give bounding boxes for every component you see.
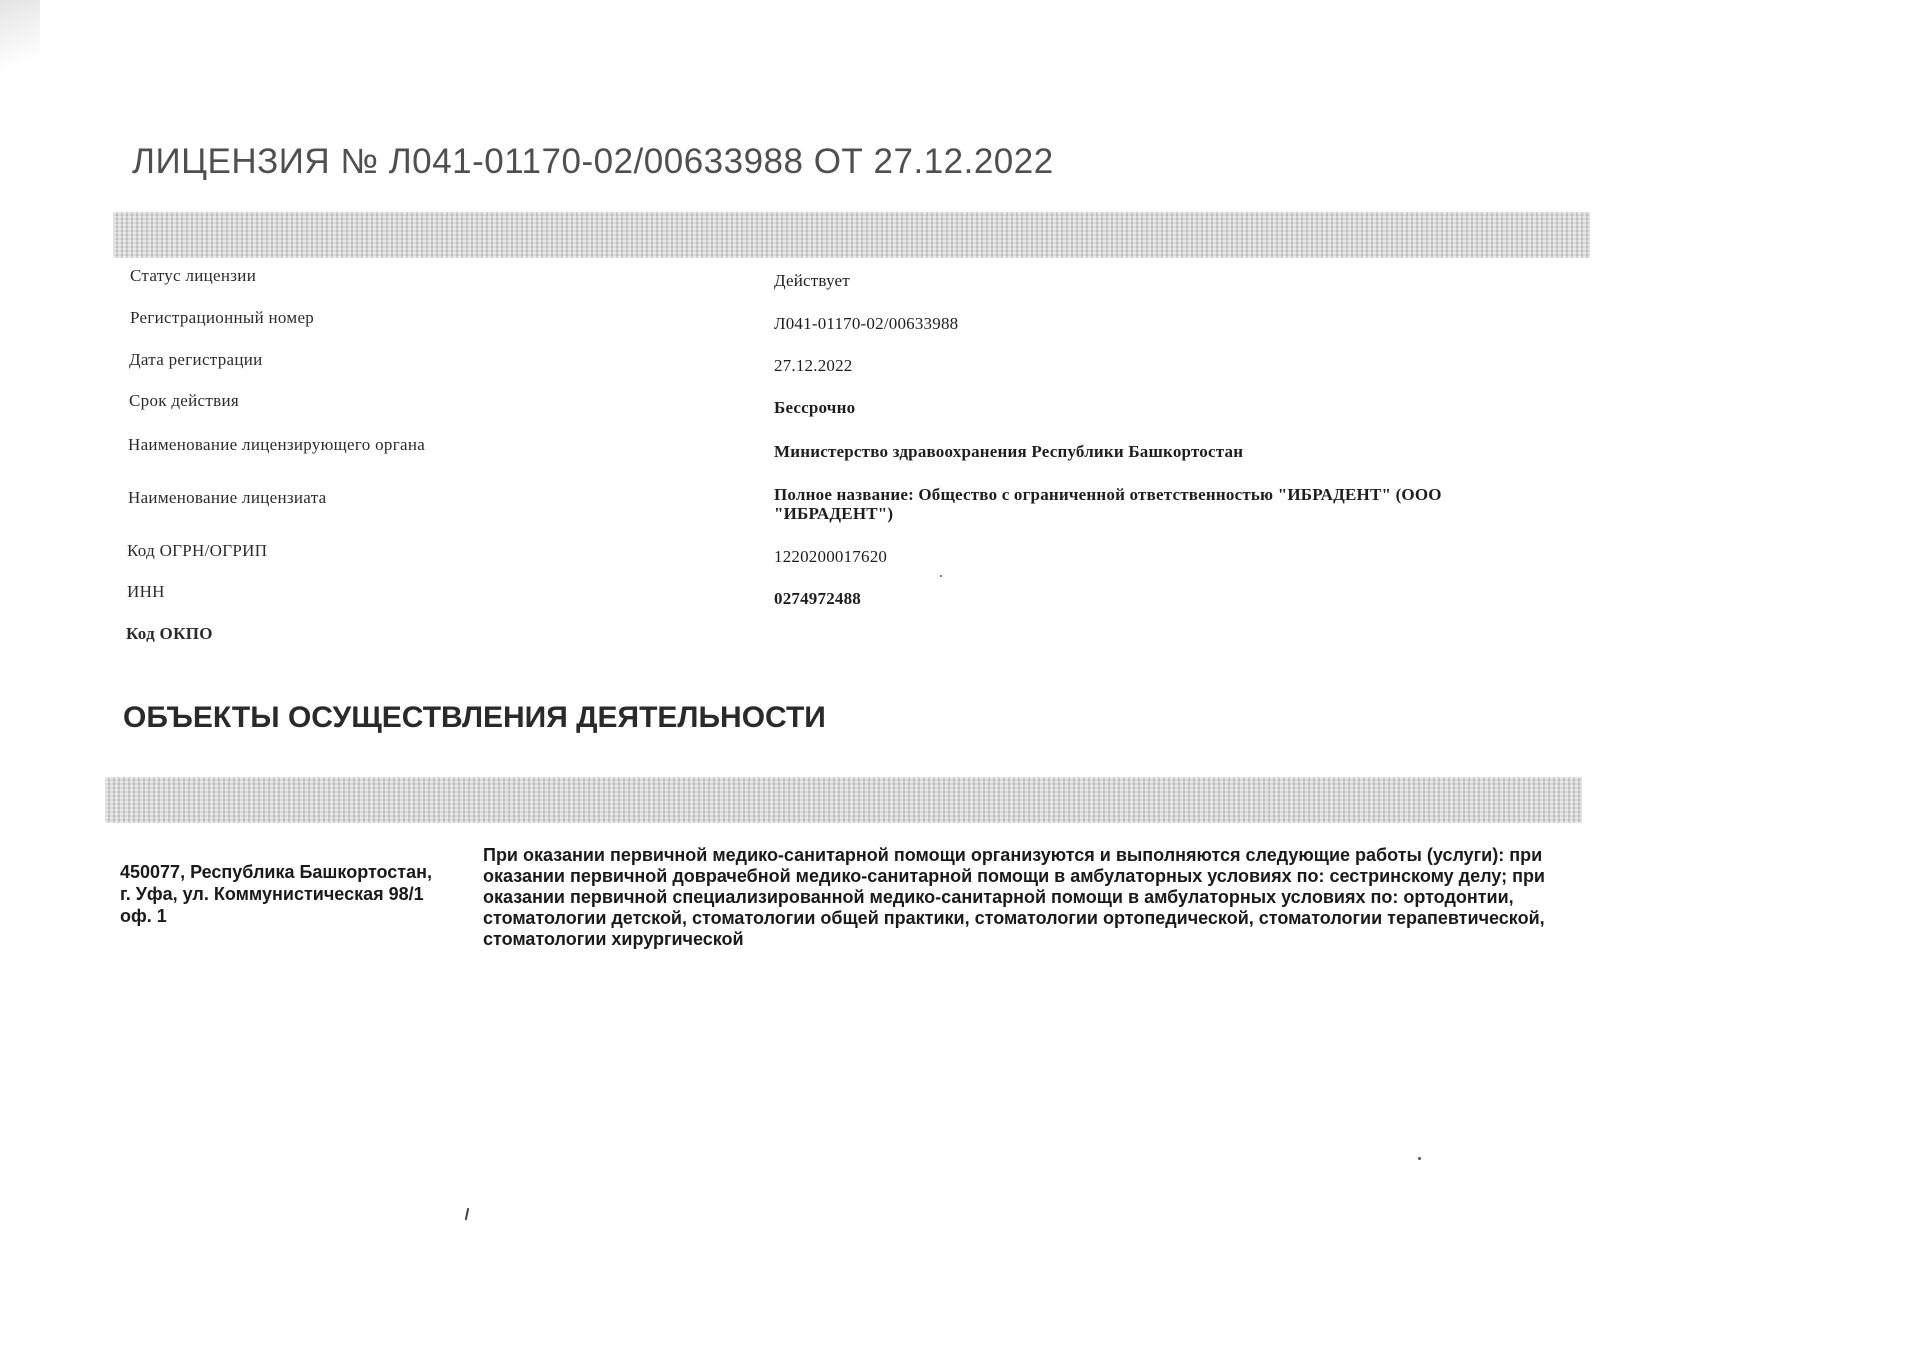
- field-value: Министерство здравоохранения Республики Башкортостан: [774, 442, 1244, 461]
- field-value: 1220200017620: [774, 547, 888, 566]
- field-value: Л041-01170-02/00633988: [774, 314, 959, 333]
- field-value: Бессрочно: [774, 398, 856, 417]
- objects-header-band: [105, 777, 1582, 823]
- field-label: Дата регистрации: [129, 350, 263, 369]
- field-value: 27.12.2022: [774, 356, 853, 375]
- object-address: 450077, Республика Башкортостан, г. Уфа, ул. Коммунистическая 98/1 оф. 1: [120, 862, 433, 926]
- field-label: Наименование лицензиата: [128, 488, 327, 507]
- license-title: ЛИЦЕНЗИЯ № Л041-01170-02/00633988 ОТ 27.12.2022: [132, 142, 1054, 181]
- field-value: Полное название: Общество с ограниченной ответственностью "ИБРАДЕНТ" (ООО "ИБРАДЕНТ"): [774, 485, 1442, 523]
- scan-mark: [465, 1208, 469, 1220]
- header-band: [113, 212, 1590, 258]
- scan-speck: [940, 575, 942, 577]
- field-label: Регистрационный номер: [130, 308, 315, 327]
- field-label: Статус лицензии: [130, 266, 257, 285]
- field-label: Код ОГРН/ОГРИП: [127, 541, 268, 560]
- field-label: ИНН: [127, 582, 165, 601]
- scan-speck: [1418, 1157, 1421, 1160]
- field-label: Срок действия: [129, 391, 239, 410]
- field-label: Наименование лицензирующего органа: [128, 435, 426, 454]
- scan-artifact: [0, 0, 40, 90]
- objects-section-title: ОБЪЕКТЫ ОСУЩЕСТВЛЕНИЯ ДЕЯТЕЛЬНОСТИ: [123, 701, 826, 734]
- object-services: При оказании первичной медико-санитарной помощи организуются и выполняются следующие работы (услуги): при оказании первичной доврачебной медико-санитарной помощи в амбулаторных условиях по: сестринскому делу; при оказании первичной специализированной медико-санитарной помощи в амбулаторных условиях по: ортодонтии, стоматологии детской, стоматологии общей практики, стоматологии ортопедической, стоматологии терапевтической, стоматологии хирургической: [483, 845, 1545, 949]
- field-label: Код ОКПО: [126, 624, 213, 643]
- field-value: Действует: [774, 271, 850, 290]
- field-value: 0274972488: [774, 589, 861, 608]
